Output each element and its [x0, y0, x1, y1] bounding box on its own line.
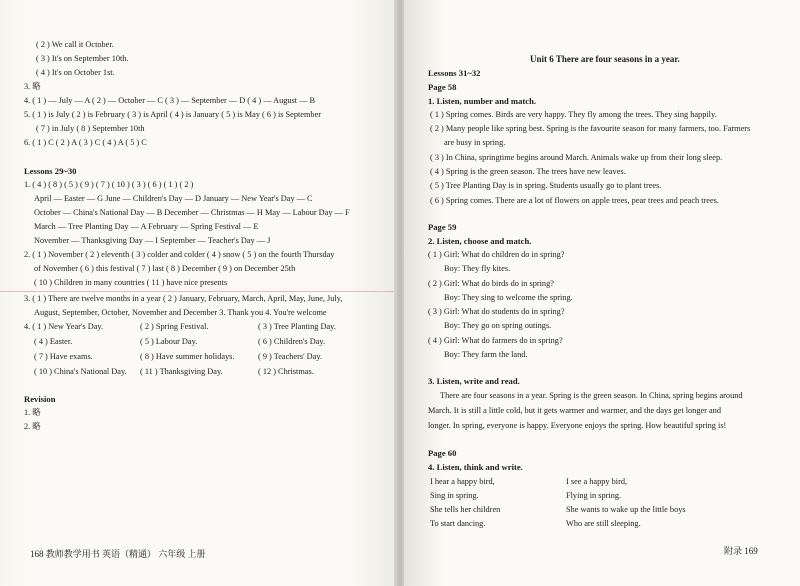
paragraph-line: There are four seasons in a year. Spring is the green season. In China, spring begins around [440, 391, 743, 400]
transcript-line: ( 2 ) Many people like spring best. Spring is the favourite season for many farmers, too. Farmers [430, 124, 751, 133]
dialogue-line: Boy: They sing to welcome the spring. [444, 293, 573, 302]
exercise-heading: 1. Listen, number and match. [428, 96, 536, 106]
answer-line: 5. ( 1 ) is July ( 2 ) is February ( 3 ) is April ( 4 ) is January ( 5 ) is May ( 6 ) is September [24, 110, 322, 119]
poem-line: Sing in spring. [430, 491, 479, 500]
poem-line: I see a happy bird, [566, 477, 628, 486]
grid-cell: ( 3 ) Tree Planting Day. [258, 322, 336, 331]
dialogue-line: ( 3 ) Girl: What do students do in spring? [428, 307, 565, 316]
transcript-line: are busy in spring. [444, 138, 506, 147]
transcript-line: ( 3 ) In China, springtime begins around March. Animals wake up from their long sleep. [430, 153, 723, 162]
grid-cell: ( 10 ) China's National Day. [34, 367, 127, 376]
grid-cell: ( 8 ) Have summer holidays. [140, 352, 235, 361]
answer-line: 2. ( 1 ) November ( 2 ) eleventh ( 3 ) colder and colder ( 4 ) snow ( 5 ) on the fourth Thursday [24, 250, 335, 259]
poem-line: Who are still sleeping. [566, 519, 641, 528]
grid-cell: ( 5 ) Labour Day. [140, 337, 198, 346]
grid-cell: ( 12 ) Christmas. [258, 367, 314, 376]
grid-cell: ( 6 ) Children's Day. [258, 337, 326, 346]
answer-line: 1. ( 4 ) ( 8 ) ( 5 ) ( 9 ) ( 7 ) ( 10 ) ( 3 ) ( 6 ) ( 1 ) ( 2 ) [24, 180, 194, 189]
answer-line: August, September, October, November and December 3. Thank you 4. You're welcome [34, 308, 327, 317]
dialogue-line: ( 1 ) Girl: What do children do in spring? [428, 250, 565, 259]
right-page [404, 0, 800, 586]
answer-line: 3. ( 1 ) There are twelve months in a year ( 2 ) January, February, March, April, May, June, July, [24, 294, 343, 303]
answer-line: April — Easter — G June — Children's Day — D January — New Year's Day — C [34, 194, 313, 203]
grid-cell: ( 4 ) Easter. [34, 337, 73, 346]
revision-item: 2. 略 [24, 422, 41, 431]
page-ref: Page 58 [428, 82, 457, 92]
answer-line: ( 4 ) It's on October 1st. [36, 68, 115, 77]
answer-line: 6. ( 1 ) C ( 2 ) A ( 3 ) C ( 4 ) A ( 5 ) C [24, 138, 147, 147]
revision-heading: Revision [24, 394, 56, 404]
transcript-line: ( 6 ) Spring comes. There are a lot of flowers on apple trees, pear trees and peach trees. [430, 196, 719, 205]
answer-line: ( 2 ) We call it October. [36, 40, 114, 49]
grid-cell: ( 11 ) Thanksgiving Day. [140, 367, 223, 376]
paragraph-line: longer. In spring, everyone is happy. Everyone enjoys the spring. How beautiful spring is! [428, 421, 727, 430]
dialogue-line: Boy: They go on spring outings. [444, 321, 552, 330]
poem-line: I hear a happy bird, [430, 477, 495, 486]
answer-line: ( 10 ) Children in many countries ( 11 ) have nice presents [34, 278, 228, 287]
page-ref: Page 59 [428, 222, 457, 232]
left-page [0, 0, 396, 586]
poem-line: She wants to wake up the little boys [566, 505, 686, 514]
grid-cell: 4. ( 1 ) New Year's Day. [24, 322, 104, 331]
dialogue-line: ( 2 ) Girl: What do birds do in spring? [428, 279, 554, 288]
paragraph-line: March. It is still a little cold, but it gets warmer and warmer, and the days get longer and [428, 406, 721, 415]
unit-title: Unit 6 There are four seasons in a year. [530, 54, 680, 64]
lessons-heading: Lessons 29~30 [24, 166, 77, 176]
answer-line: 4. ( 1 ) — July — A ( 2 ) — October — C ( 3 ) — September — D ( 4 ) — August — B [24, 96, 316, 105]
poem-line: Flying in spring. [566, 491, 622, 500]
poem-line: She tells her children [430, 505, 501, 514]
dialogue-line: ( 4 ) Girl: What do farmers do in spring? [428, 336, 563, 345]
transcript-line: ( 1 ) Spring comes. Birds are very happy. They fly among the trees. They sing happily. [430, 110, 717, 119]
answer-line: 3. 略 [24, 82, 41, 91]
answer-line: ( 3 ) It's on September 10th. [36, 54, 129, 63]
poem-line: To start dancing. [430, 519, 486, 528]
dialogue-line: Boy: They farm the land. [444, 350, 528, 359]
answer-line: ( 7 ) in July ( 8 ) September 10th [36, 124, 145, 133]
exercise-heading: 4. Listen, think and write. [428, 462, 523, 472]
transcript-line: ( 5 ) Tree Planting Day is in spring. Students usually go to plant trees. [430, 181, 662, 190]
transcript-line: ( 4 ) Spring is the green season. The trees have new leaves. [430, 167, 626, 176]
answer-line: October — China's National Day — B December — Christmas — H May — Labour Day — F [34, 208, 350, 217]
dialogue-line: Boy: They fly kites. [444, 264, 511, 273]
lessons-heading: Lessons 31~32 [428, 68, 481, 78]
grid-cell: ( 7 ) Have exams. [34, 352, 93, 361]
grid-cell: ( 9 ) Teachers' Day. [258, 352, 323, 361]
answer-line: March — Tree Planting Day — A February — Spring Festival — E [34, 222, 259, 231]
page-footer: 168 教师教学用书 英语（精通） 六年级 上册 [30, 549, 206, 559]
exercise-heading: 3. Listen, write and read. [428, 376, 520, 386]
answer-line: November — Thanksgiving Day — I September — Teacher's Day — J [34, 236, 271, 245]
margin-rule [0, 291, 396, 292]
page-ref: Page 60 [428, 448, 457, 458]
page-footer: 附录 169 [724, 546, 758, 556]
revision-item: 1. 略 [24, 408, 41, 417]
answer-line: of November ( 6 ) this festival ( 7 ) last ( 8 ) December ( 9 ) on December 25th [34, 264, 296, 273]
exercise-heading: 2. Listen, choose and match. [428, 236, 532, 246]
grid-cell: ( 2 ) Spring Festival. [140, 322, 209, 331]
